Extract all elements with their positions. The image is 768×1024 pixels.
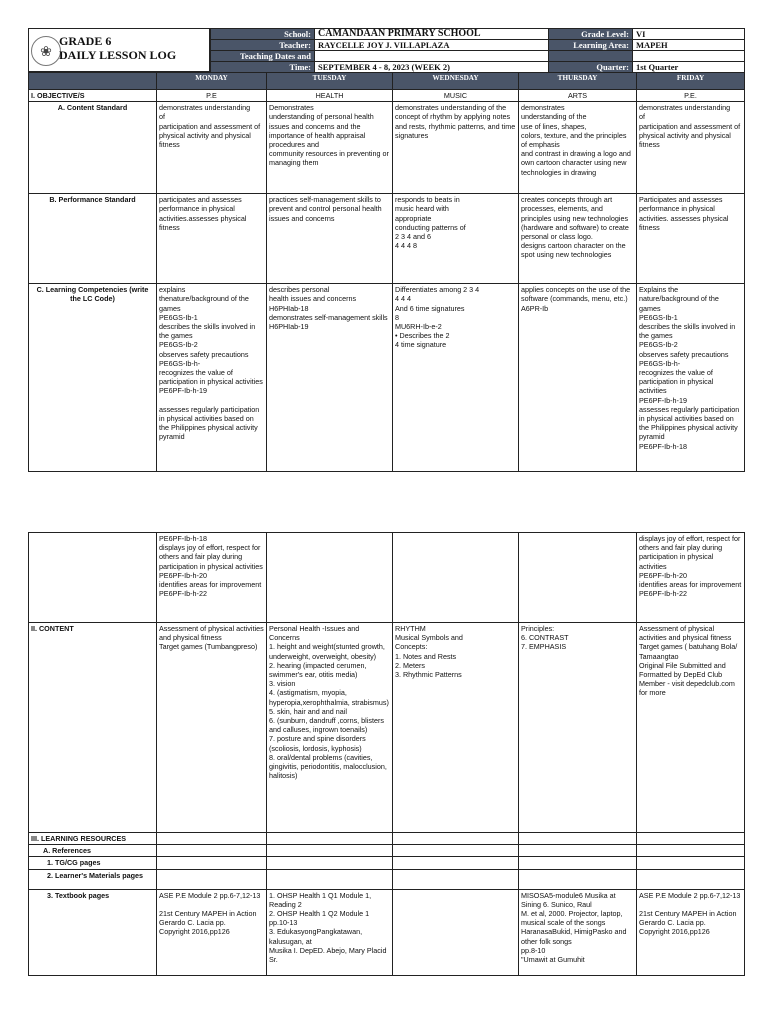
dates-spacer bbox=[315, 51, 549, 62]
table-cell bbox=[29, 533, 157, 623]
table-cell: Explains the nature/background of the games PE6GS-Ib-1 describes the skills involved in the games PE6GS-Ib-2 observes safety precautions PE6GS-Ib-h- recognizes the value of participation in physical activities PE6PF-Ib-h-19 assesses regularly participation in physical activities based on the Philippines physical activity pyramid PE6PF-Ib-h-18 bbox=[637, 284, 745, 472]
table-cell: demonstrates understanding of participation and assessment of physical activity and physical fitness bbox=[637, 102, 745, 194]
school-value: CAMANDAAN PRIMARY SCHOOL bbox=[315, 29, 549, 40]
table-cell bbox=[393, 533, 519, 623]
teacher-value: RAYCELLE JOY J. VILLAPLAZA bbox=[315, 40, 549, 51]
day-friday: FRIDAY bbox=[637, 73, 745, 90]
grade-level-value: VI bbox=[633, 29, 745, 40]
dates-label: Teaching Dates and bbox=[211, 51, 315, 62]
table-cell: Demonstrates understanding of personal health issues and concerns and the importance of health appraisal procedures and community resources in preventing or managing them bbox=[267, 102, 393, 194]
resources-row bbox=[29, 833, 745, 845]
table-cell bbox=[157, 857, 267, 869]
lm-pages-row bbox=[29, 869, 745, 889]
table-cell bbox=[267, 869, 393, 889]
header bbox=[28, 28, 744, 72]
table-cell bbox=[267, 833, 393, 845]
teacher-label: Teacher: bbox=[211, 40, 315, 51]
learning-area-value: MAPEH bbox=[633, 40, 745, 51]
table-cell bbox=[393, 857, 519, 869]
content-standard-label: A. Content Standard bbox=[29, 102, 157, 194]
table-cell bbox=[393, 869, 519, 889]
grade-level-label: Grade Level: bbox=[549, 29, 633, 40]
log-title: DAILY LESSON LOG bbox=[59, 48, 177, 62]
table-cell: responds to beats in music heard with appropriate conducting patterns of 2 3 4 and 6 4 4 4 8 bbox=[393, 194, 519, 284]
lm-pages-label: 2. Learner's Materials pages bbox=[29, 869, 157, 889]
lesson-table-page-two bbox=[28, 532, 745, 976]
day-header-blank bbox=[29, 73, 157, 90]
grade-box bbox=[28, 28, 210, 72]
table-cell bbox=[637, 869, 745, 889]
subject-friday: P.E. bbox=[637, 90, 745, 102]
table-cell bbox=[267, 533, 393, 623]
table-cell bbox=[519, 833, 637, 845]
table-cell bbox=[393, 833, 519, 845]
table-cell: 1. OHSP Health 1 Q1 Module 1, Reading 2 2. OHSP Health 1 Q2 Module 1 pp.10-13 3. EdukasyongPangkatawan, kalusugan, at Musika I. DepED. Abejo, Mary Placid Sr. bbox=[267, 889, 393, 975]
subject-thursday: ARTS bbox=[519, 90, 637, 102]
table-cell bbox=[157, 869, 267, 889]
tg-pages-row bbox=[29, 857, 745, 869]
table-cell bbox=[637, 857, 745, 869]
table-cell bbox=[519, 869, 637, 889]
day-thursday: THURSDAY bbox=[519, 73, 637, 90]
table-cell bbox=[393, 889, 519, 975]
table-cell bbox=[519, 845, 637, 857]
table-cell: demonstrates understanding of the concept of rhythm by applying notes and rests, rhythmic patterns, and time signatures bbox=[393, 102, 519, 194]
subject-wednesday: MUSIC bbox=[393, 90, 519, 102]
dates-value: SEPTEMBER 4 - 8, 2023 (WEEK 2) bbox=[315, 62, 549, 73]
quarter-spacer bbox=[633, 51, 745, 62]
table-cell bbox=[267, 845, 393, 857]
table-cell: ASE P.E Module 2 pp.6-7,12-13 21st Century MAPEH in Action Gerardo C. Lacia pp. Copyright 2016,pp126 bbox=[637, 889, 745, 975]
table-cell: PE6PF-Ib-h-18 displays joy of effort, respect for others and fair play during participation in physical activities PE6PF-Ib-h-20 identifies areas for improvement PE6PF-Ib-h-22 bbox=[157, 533, 267, 623]
table-cell bbox=[519, 857, 637, 869]
table-cell: practices self-management skills to prevent and control personal health issues and concerns bbox=[267, 194, 393, 284]
deped-seal-icon: ❀ bbox=[31, 36, 61, 66]
table-cell bbox=[393, 845, 519, 857]
meta-table bbox=[210, 28, 745, 73]
references-label: A. References bbox=[29, 845, 157, 857]
table-cell bbox=[637, 845, 745, 857]
table-cell: explains thenature/background of the games PE6GS-Ib-1 describes the skills involved in the games PE6GS-Ib-2 observes safety precautions PE6GS-Ib-h- recognizes the value of participation in physical activities PE6PF-Ib-h-19 assesses regularly participation in physical activities based on the Philippines physical activity pyramid bbox=[157, 284, 267, 472]
table-cell: Principles: 6. CONTRAST 7. EMPHASIS bbox=[519, 623, 637, 833]
table-cell: Participates and assesses performance in physical activities. assesses physical fitness bbox=[637, 194, 745, 284]
table-cell: displays joy of effort, respect for others and fair play during participation in physical activities PE6PF-Ib-h-20 identifies areas for improvement PE6PF-Ib-h-22 bbox=[637, 533, 745, 623]
subject-tuesday: HEALTH bbox=[267, 90, 393, 102]
quarter-label: Quarter: bbox=[549, 62, 633, 73]
lesson-table-page-one bbox=[28, 72, 745, 472]
time-label: Time: bbox=[211, 62, 315, 73]
quarter-value: 1st Quarter bbox=[633, 62, 745, 73]
quarter-label-spacer bbox=[549, 51, 633, 62]
day-wednesday: WEDNESDAY bbox=[393, 73, 519, 90]
content-section-label: II. CONTENT bbox=[29, 623, 157, 833]
table-cell: RHYTHM Musical Symbols and Concepts: 1. Notes and Rests 2. Meters 3. Rhythmic Patterns bbox=[393, 623, 519, 833]
performance-standard-label: B. Performance Standard bbox=[29, 194, 157, 284]
table-cell: MISOSA5-module6 Musika at Sining 6. Sunico, Raul M. et al, 2000. Projector, laptop, musical scale of the songs HaranasaBukid, HimigPasko and other folk songs pp.8-10 "Umawit at Gumuhit bbox=[519, 889, 637, 975]
resources-section-label: III. LEARNING RESOURCES bbox=[29, 833, 157, 845]
table-cell: Differentiates among 2 3 4 4 4 4 And 6 time signatures 8 MU6RH-Ib-e-2 • Describes the 2 4 time signature bbox=[393, 284, 519, 472]
subject-row bbox=[29, 90, 745, 102]
table-cell: demonstrates understanding of participation and assessment of physical activity and physical fitness bbox=[157, 102, 267, 194]
competencies-row bbox=[29, 284, 745, 472]
table-cell bbox=[637, 833, 745, 845]
table-cell: Personal Health -Issues and Concerns 1. height and weight(stunted growth, underweight, overweight, obesity) 2. hearing (impacted cerumen, swimmer's ear, otitis media) 3. vision 4. (astigmatism, myopia, hyperopia,xerophthalmia, strabismus) 5. skin, hair and and nail 6. (sunburn, dandruff ,corns, blisters and calluses, ingrown toenails) 7. posture and spine disorders (scoliosis, lordosis, kyphosis) 8. oral/dental problems (cavities, gingivitis, periodontitis, malocclusion, halitosis) bbox=[267, 623, 393, 833]
textbook-pages-row bbox=[29, 889, 745, 975]
table-cell: describes personal health issues and concerns H6PHIab-18 demonstrates self-management skills H6PHIab-19 bbox=[267, 284, 393, 472]
table-cell: creates concepts through art processes, elements, and principles using new technologies (hardware and software) to create personal or class logo. designs cartoon character on the spot using new technologies bbox=[519, 194, 637, 284]
textbook-pages-label: 3. Textbook pages bbox=[29, 889, 157, 975]
school-label: School: bbox=[211, 29, 315, 40]
table-cell: ASE P.E Module 2 pp.6-7,12-13 21st Century MAPEH in Action Gerardo C. Lacia pp. Copyright 2016,pp126 bbox=[157, 889, 267, 975]
table-cell bbox=[157, 833, 267, 845]
subject-monday: P.E bbox=[157, 90, 267, 102]
table-cell: demonstrates understanding of the use of lines, shapes, colors, texture, and the principles of emphasis and contrast in drawing a logo and own cartoon character using new technologies in drawing bbox=[519, 102, 637, 194]
content-row bbox=[29, 623, 745, 833]
day-header-row bbox=[29, 73, 745, 90]
objectives-section: I. OBJECTIVE/S bbox=[29, 90, 157, 102]
table-cell bbox=[267, 857, 393, 869]
table-cell bbox=[157, 845, 267, 857]
table-cell: applies concepts on the use of the software (commands, menu, etc.) A6PR-Ib bbox=[519, 284, 637, 472]
competencies-label: C. Learning Competencies (write the LC Code) bbox=[29, 284, 157, 472]
table-cell: Assessment of physical activities and physical fitness Target games ( batuhang Bola/ Tamaangtao Original File Submitted and Formatted by DepEd Club Member - visit depedclub.com for more bbox=[637, 623, 745, 833]
table-cell bbox=[519, 533, 637, 623]
grade-title: GRADE 6 bbox=[59, 34, 112, 48]
content-standard-row bbox=[29, 102, 745, 194]
day-tuesday: TUESDAY bbox=[267, 73, 393, 90]
table-cell: Assessment of physical activities and physical fitness Target games (Tumbangpreso) bbox=[157, 623, 267, 833]
references-row bbox=[29, 845, 745, 857]
performance-standard-row bbox=[29, 194, 745, 284]
learning-area-label: Learning Area: bbox=[549, 40, 633, 51]
day-monday: MONDAY bbox=[157, 73, 267, 90]
competencies-continued-row bbox=[29, 533, 745, 623]
table-cell: participates and assesses performance in physical activities.assesses physical fitness bbox=[157, 194, 267, 284]
tg-pages-label: 1. TG/CG pages bbox=[29, 857, 157, 869]
